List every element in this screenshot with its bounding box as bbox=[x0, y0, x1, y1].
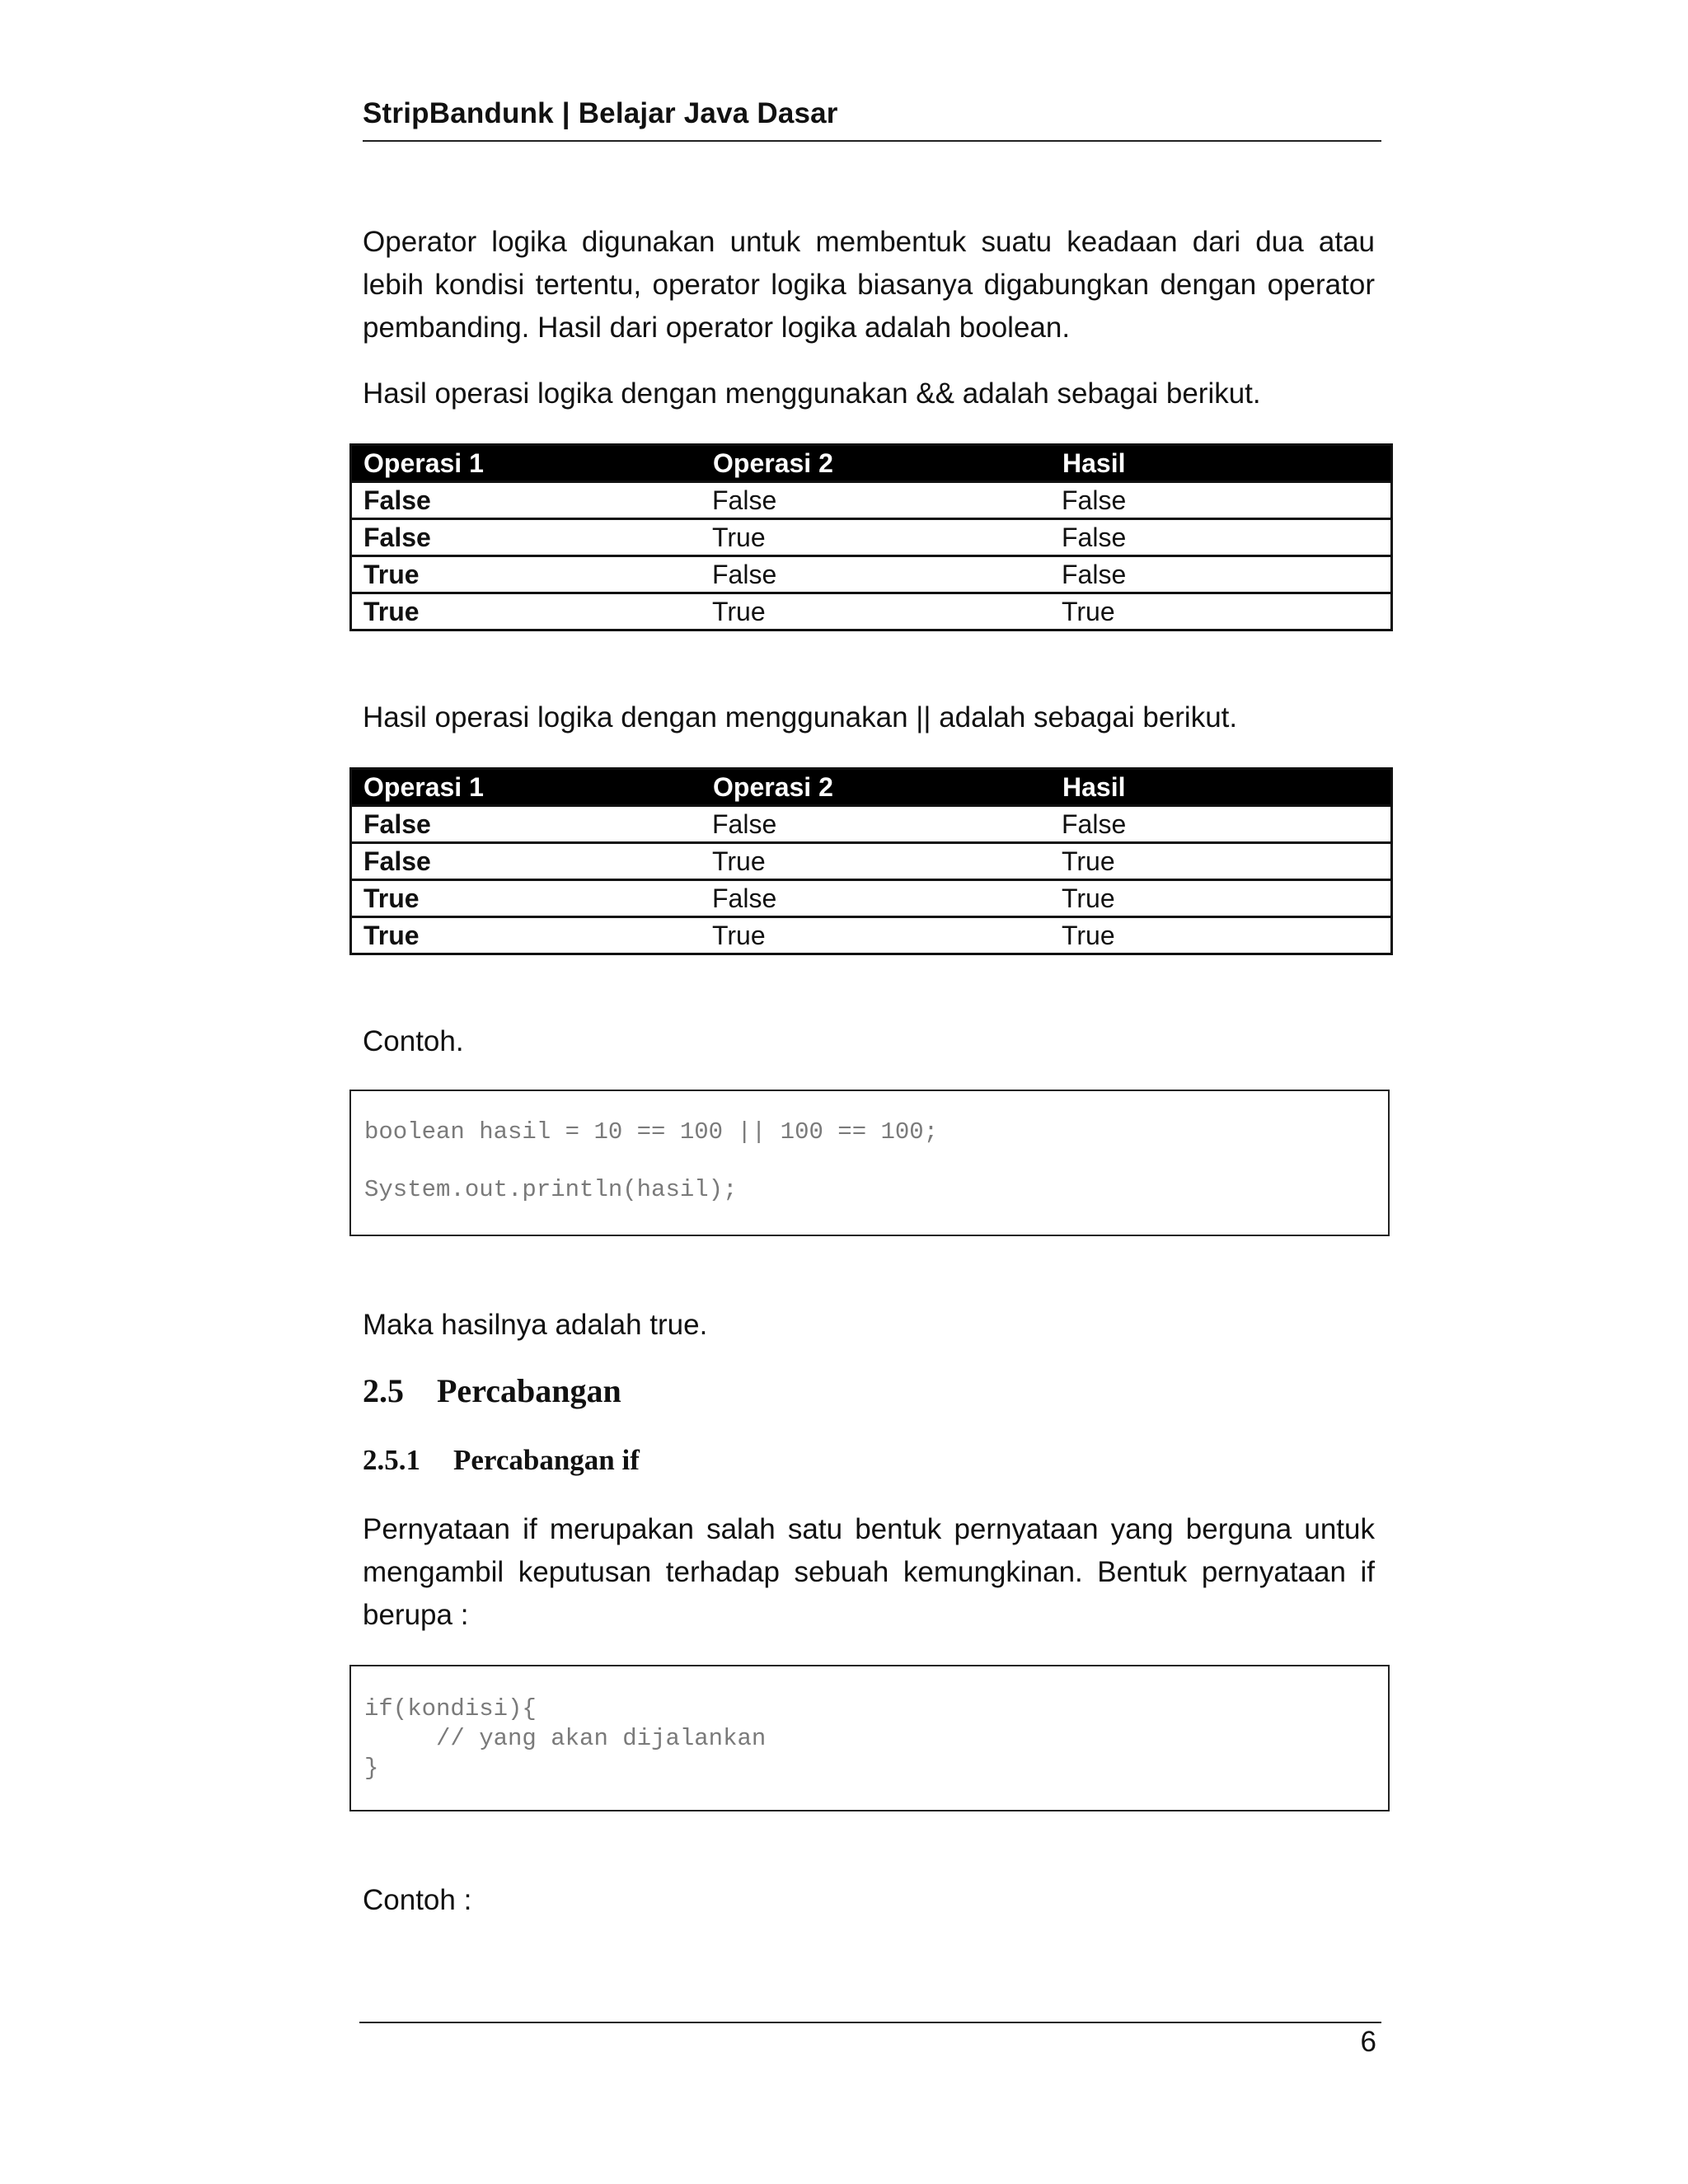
table-cell: True bbox=[1050, 880, 1392, 917]
intro-paragraph: Operator logika digunakan untuk membentuk suatu keadaan dari dua atau lebih kondisi tertentu, operator logika biasanya digabungkan dengan operator pembanding. Hasil dari operator logika adalah boolean. bbox=[363, 226, 1375, 344]
table-cell: True bbox=[701, 917, 1050, 954]
table-header-cell: Hasil bbox=[1050, 445, 1392, 482]
table-cell: True bbox=[351, 556, 701, 593]
table-header-cell: Operasi 1 bbox=[351, 769, 701, 806]
table-cell: True bbox=[351, 880, 701, 917]
table-cell: False bbox=[351, 843, 701, 880]
table-cell: False bbox=[701, 556, 1050, 593]
table-header-cell: Operasi 2 bbox=[701, 445, 1050, 482]
table-cell: False bbox=[701, 806, 1050, 843]
code-line: if(kondisi){ bbox=[364, 1695, 537, 1722]
table-cell: True bbox=[701, 519, 1050, 556]
table-header-row bbox=[351, 769, 1392, 806]
table-cell: True bbox=[701, 593, 1050, 630]
table-row bbox=[351, 880, 1392, 917]
or-truth-table bbox=[349, 767, 1393, 955]
table-header-cell: Operasi 1 bbox=[351, 445, 701, 482]
if-intro-paragraph: Pernyataan if merupakan salah satu bentuk pernyataan yang berguna untuk mengambil keputusan terhadap sebuah kemungkinan. Bentuk pernyataan if berupa : bbox=[363, 1513, 1375, 1631]
table-row bbox=[351, 482, 1392, 519]
table-cell: False bbox=[351, 519, 701, 556]
table-row bbox=[351, 556, 1392, 593]
table-header-row bbox=[351, 445, 1392, 482]
table-cell: False bbox=[1050, 519, 1392, 556]
example-label: Contoh. bbox=[363, 1025, 464, 1057]
header-title: StripBandunk | Belajar Java Dasar bbox=[363, 97, 838, 129]
table-cell: False bbox=[1050, 556, 1392, 593]
table-header-cell: Hasil bbox=[1050, 769, 1392, 806]
code-block-if bbox=[349, 1665, 1390, 1811]
table-cell: True bbox=[351, 917, 701, 954]
table-row bbox=[351, 519, 1392, 556]
code-line: } bbox=[364, 1755, 379, 1782]
code-line: System.out.println(hasil); bbox=[364, 1176, 738, 1203]
code-line: boolean hasil = 10 == 100 || 100 == 100; bbox=[364, 1118, 939, 1146]
and-truth-table bbox=[349, 443, 1393, 631]
page-header bbox=[363, 97, 1381, 142]
section-heading bbox=[363, 1371, 621, 1410]
section-title: Percabangan bbox=[437, 1372, 621, 1409]
table-row bbox=[351, 843, 1392, 880]
code-line: // yang akan dijalankan bbox=[364, 1725, 767, 1752]
table-cell: False bbox=[701, 482, 1050, 519]
table-cell: True bbox=[1050, 593, 1392, 630]
result-paragraph: Maka hasilnya adalah true. bbox=[363, 1309, 708, 1341]
table-cell: False bbox=[1050, 482, 1392, 519]
example-label-2: Contoh : bbox=[363, 1884, 472, 1916]
table-cell: False bbox=[701, 880, 1050, 917]
table-header-cell: Operasi 2 bbox=[701, 769, 1050, 806]
table-row bbox=[351, 593, 1392, 630]
subsection-title: Percabangan if bbox=[453, 1444, 640, 1476]
and-intro-paragraph: Hasil operasi logika dengan menggunakan && adalah sebagai berikut. bbox=[363, 377, 1261, 410]
subsection-number: 2.5.1 bbox=[363, 1444, 420, 1476]
table-cell: True bbox=[1050, 843, 1392, 880]
table-row bbox=[351, 917, 1392, 954]
footer-divider bbox=[359, 2022, 1381, 2023]
code-block-boolean bbox=[349, 1090, 1390, 1236]
subsection-heading bbox=[363, 1444, 640, 1477]
section-number: 2.5 bbox=[363, 1372, 404, 1409]
table-row bbox=[351, 806, 1392, 843]
table-cell: True bbox=[701, 843, 1050, 880]
table-cell: False bbox=[351, 806, 701, 843]
page-number: 6 bbox=[1360, 2026, 1376, 2058]
table-cell: False bbox=[1050, 806, 1392, 843]
table-cell: True bbox=[1050, 917, 1392, 954]
table-cell: True bbox=[351, 593, 701, 630]
or-intro-paragraph: Hasil operasi logika dengan menggunakan || adalah sebagai berikut. bbox=[363, 701, 1238, 733]
table-cell: False bbox=[351, 482, 701, 519]
